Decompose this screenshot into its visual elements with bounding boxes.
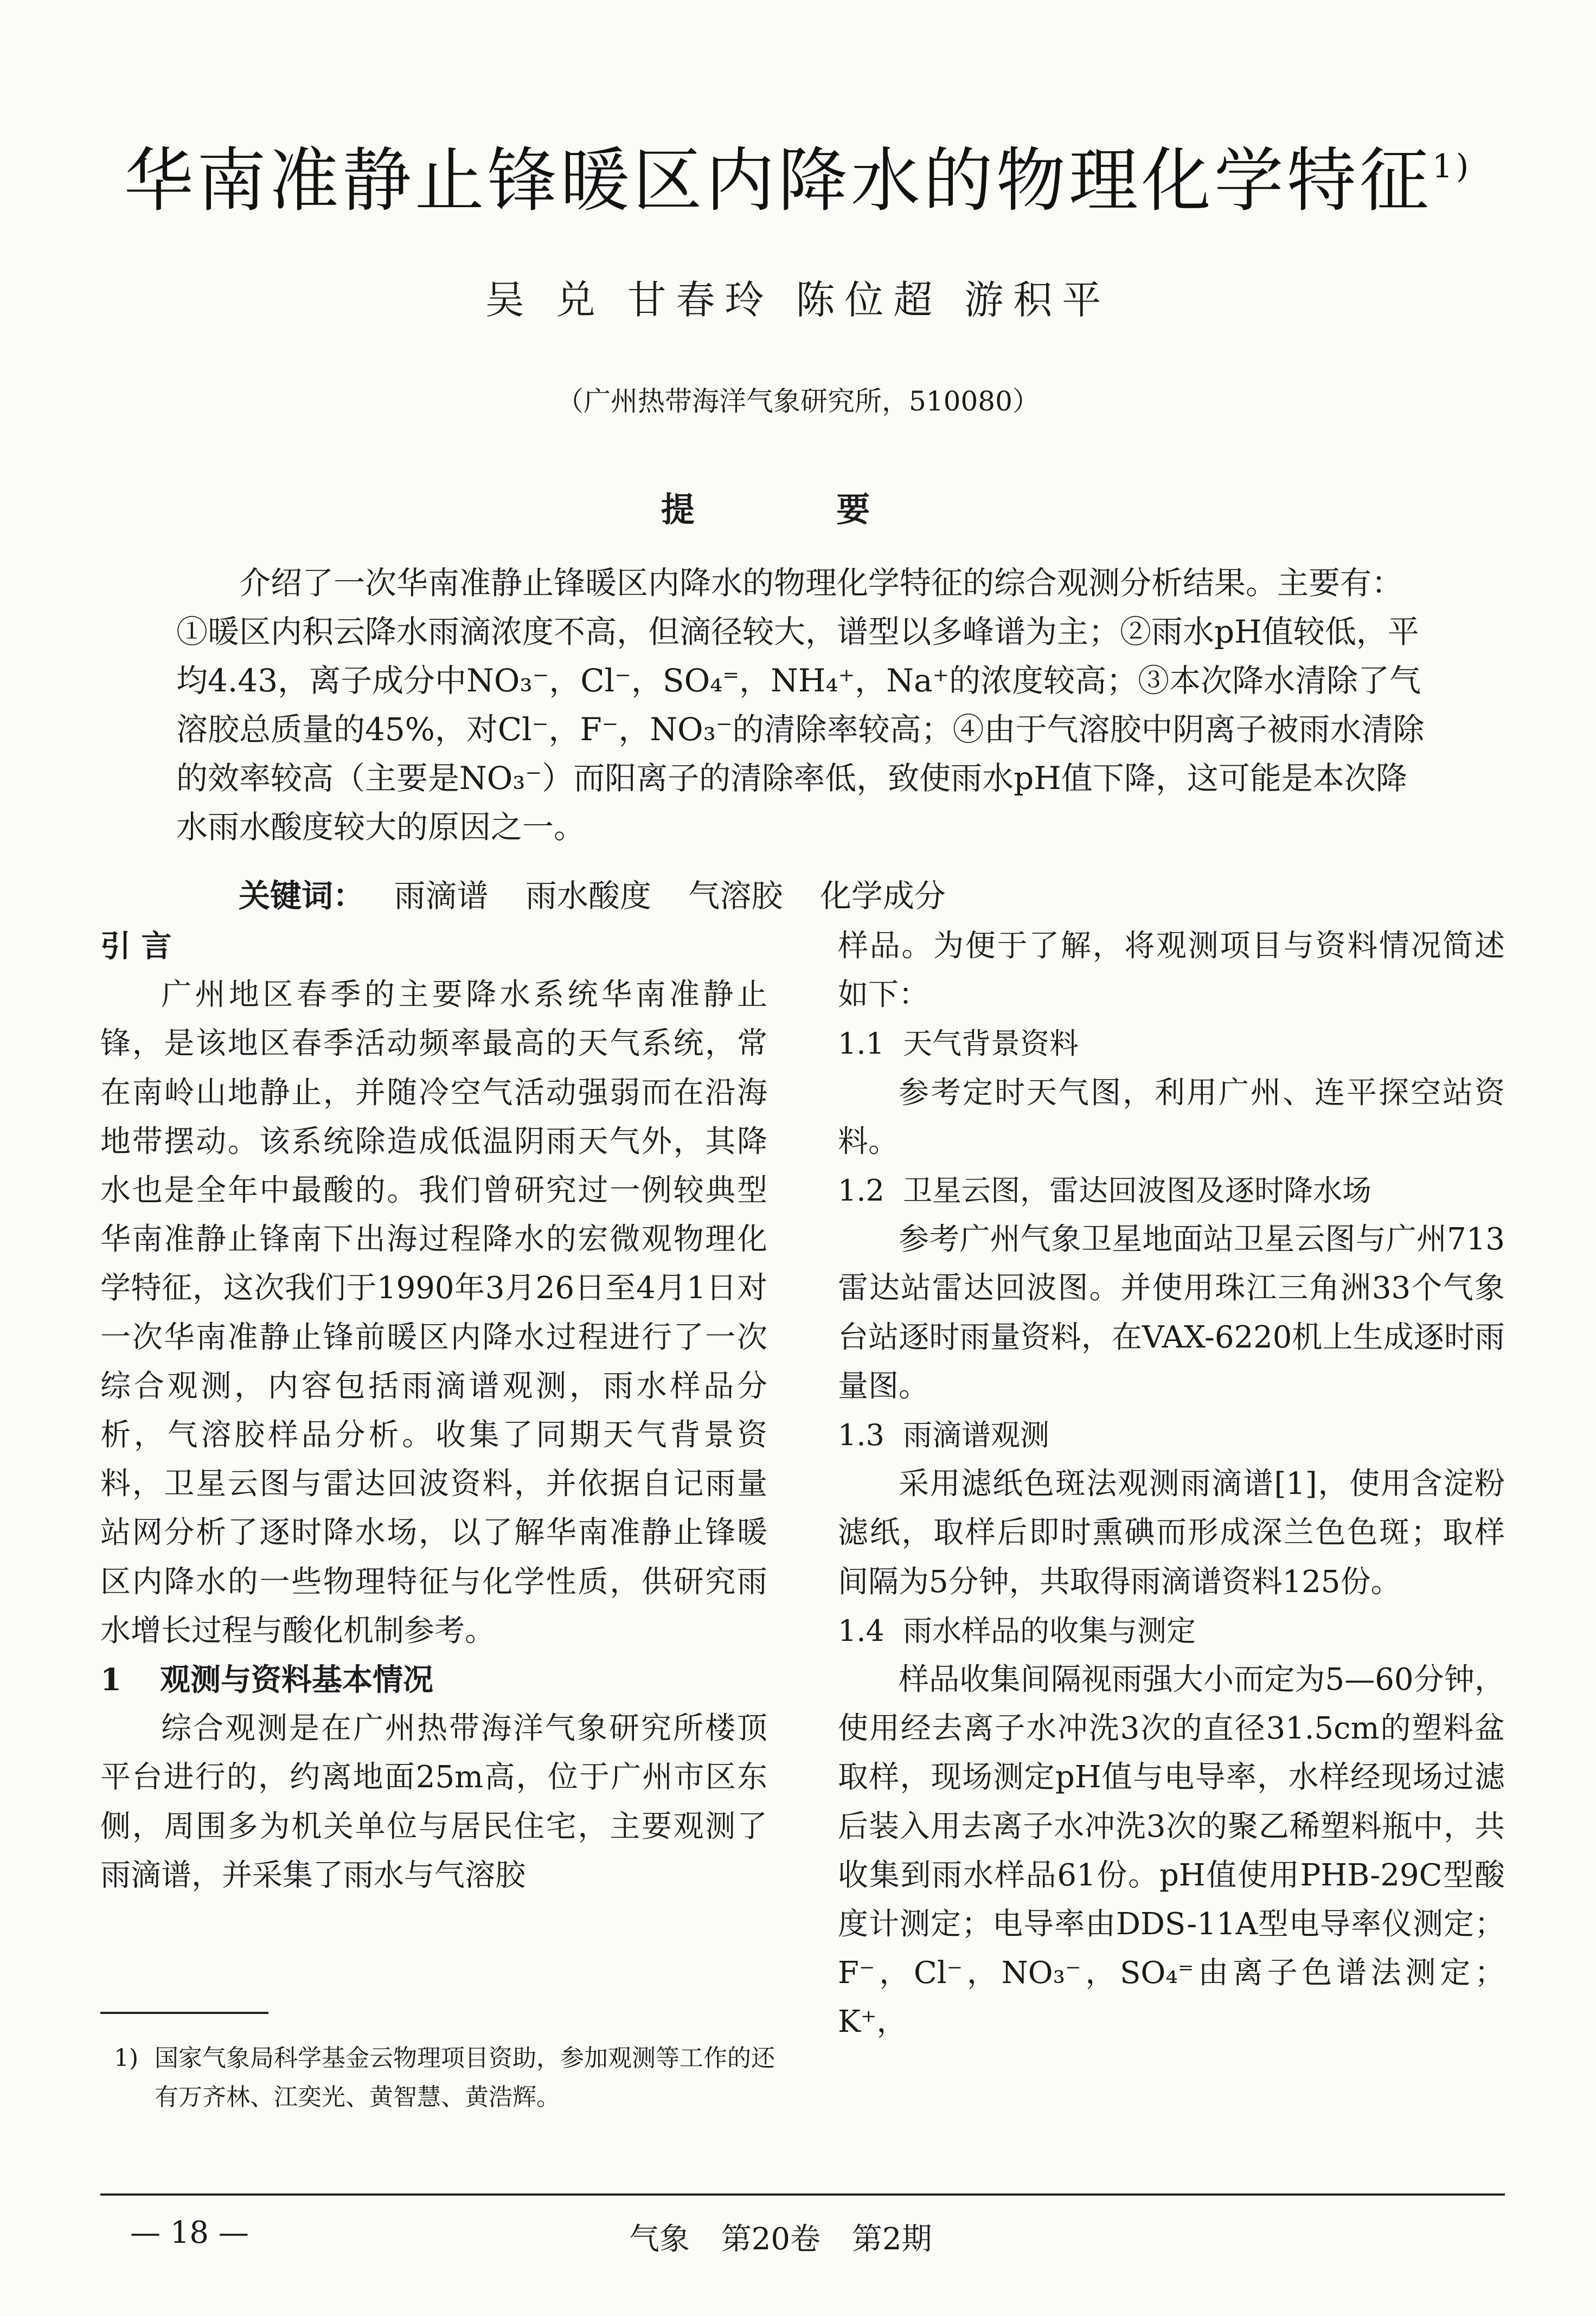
- keyword: 气溶胶: [688, 877, 783, 914]
- right-column: [838, 922, 1505, 2047]
- footnote-divider: [100, 2012, 268, 2014]
- affiliation: （广州热带海洋气象研究所，510080）: [556, 386, 1040, 417]
- footnote-text: 国家气象局科学基金云物理项目资助，参加观测等工作的还有万齐林、江奕光、黄智慧、黄浩辉。: [155, 2044, 775, 2111]
- section-1-3-heading: 1.3 雨滴谱观测: [838, 1418, 1049, 1453]
- section-1-3-paragraph: 采用滤纸色斑法观测雨滴谱[1]，使用含淀粉滤纸，取样后即时熏碘而形成深兰色色斑；取样间隔为5分钟，共取得雨滴谱资料125份。: [838, 1466, 1505, 1600]
- section-1-2-paragraph: 参考广州气象卫星地面站卫星云图与广州713雷达站雷达回波图。并使用珠江三角洲33个气象台站逐时雨量资料，在VAX-6220机上生成逐时雨量图。: [838, 1222, 1505, 1404]
- title-footnote-mark: 1): [1432, 147, 1472, 185]
- abstract-heading: 提 要: [661, 490, 935, 529]
- keywords-label: 关键词：: [239, 877, 365, 914]
- intro-paragraph: 广州地区春季的主要降水系统华南准静止锋，是该地区春季活动频率最高的天气系统，常在南岭山地静止，并随冷空气活动强弱而在沿海地带摆动。该系统除造成低温阴雨天气外，其降水也是全年中最酸的。我们曾研究过一例较典型华南准静止锋南下出海过程降水的宏微观物理化学特征，这次我们于1990年3月26日至4月1日对一次华南准静止锋前暖区内降水过程进行了一次综合观测，内容包括雨滴谱观测，雨水样品分析，气溶胶样品分析。收集了同期天气背景资料，卫星云图与雷达回波资料，并依据自记雨量站网分析了逐时降水场，以了解华南准静止锋暖区内降水的一些物理特征与化学性质，供研究雨水增长过程与酸化机制参考。: [100, 977, 767, 1648]
- authors: 吴 兑 甘春玲 陈位超 游积平: [485, 277, 1111, 323]
- keyword: 雨水酸度: [525, 877, 651, 914]
- keyword: 雨滴谱: [394, 877, 489, 914]
- keyword: 化学成分: [819, 877, 946, 914]
- footnote-mark: 1): [114, 2044, 139, 2072]
- footnote: [114, 2039, 778, 2117]
- left-column: [100, 922, 767, 1900]
- journal-info: 气象 第20卷 第2期: [629, 2222, 932, 2257]
- footer-divider: [100, 2193, 1505, 2196]
- section-1-heading: 1 观测与资料基本情况: [100, 1662, 433, 1698]
- continued-paragraph: 样品。为便于了解，将观测项目与资料情况简述如下：: [838, 928, 1505, 1013]
- paper-title: 华南准静止锋暖区内降水的物理化学特征$^{1)}$: [124, 140, 1472, 221]
- keywords-line: [239, 870, 973, 916]
- section-1-4-paragraph: 样品收集间隔视雨强大小而定为5—60分钟，使用经去离子水冲洗3次的直径31.5cm的塑料盆取样，现场测定pH值与电导率，水样经现场过滤后装入用去离子水冲洗3次的聚乙稀塑料瓶中，共收集到雨水样品61份。pH值使用PHB-29C型酸度计测定；电导率由DDS-11A型电导率仪测定；F⁻，Cl⁻，NO₃⁻，SO₄⁼由离子色谱法测定；K⁺，: [838, 1662, 1505, 2040]
- page-number: — 18 —: [130, 2215, 249, 2250]
- section-1-1-heading: 1.1 天气背景资料: [838, 1027, 1079, 1061]
- abstract-text: 介绍了一次华南准静止锋暖区内降水的物理化学特征的综合观测分析结果。主要有：①暖区内积云降水雨滴浓度不高，但滴径较大，谱型以多峰谱为主；②雨水pH值较低，平均4.43，离子成分中NO₃⁻，Cl⁻，SO₄⁼，NH₄⁺，Na⁺的浓度较高；③本次降水清除了气溶胶总质量的45%，对Cl⁻，F⁻，NO₃⁻的清除率较高；④由于气溶胶中阴离子被雨水清除的效率较高（主要是NO₃⁻）而阳离子的清除率低，致使雨水pH值下降，这可能是本次降水雨水酸度较大的原因之一。: [176, 564, 1425, 845]
- section-1-4-heading: 1.4 雨水样品的收集与测定: [838, 1613, 1196, 1648]
- section-1-paragraph: 综合观测是在广州热带海洋气象研究所楼顶平台进行的，约离地面25m高，位于广州市区东侧，周围多为机关单位与居民住宅，主要观测了雨滴谱，并采集了雨水与气溶胶: [100, 1711, 767, 1893]
- intro-heading: 引 言: [100, 928, 172, 964]
- section-1-1-paragraph: 参考定时天气图，利用广州、连平探空站资料。: [838, 1075, 1505, 1159]
- section-1-2-heading: 1.2 卫星云图，雷达回波图及逐时降水场: [838, 1173, 1371, 1208]
